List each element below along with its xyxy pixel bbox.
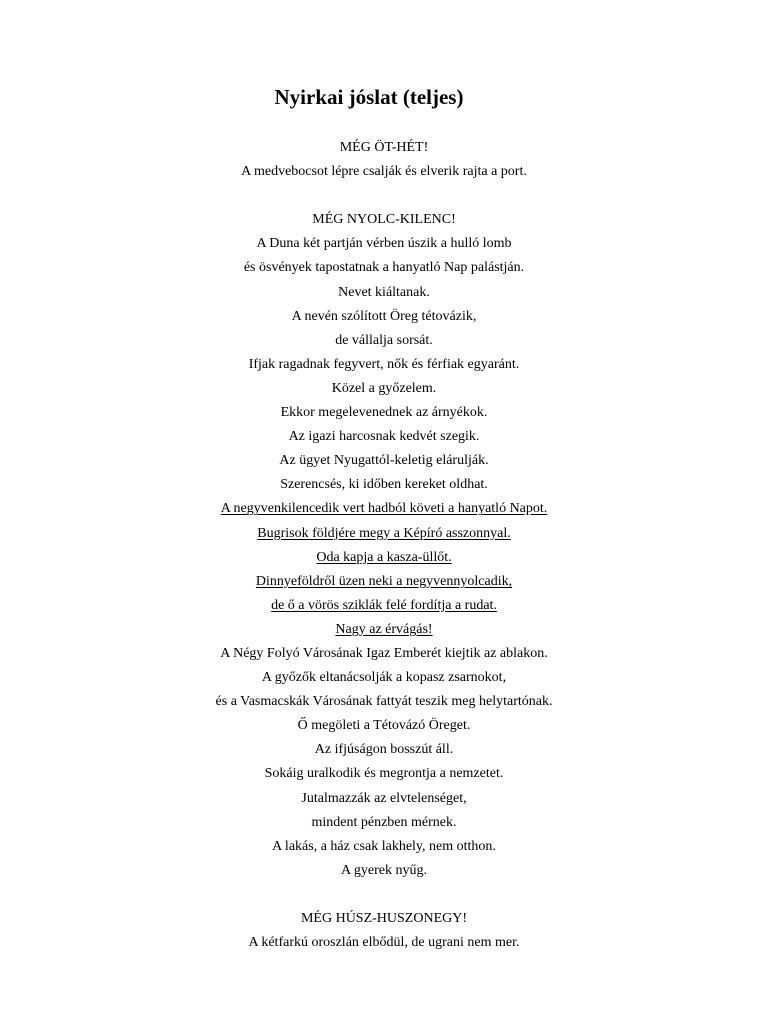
poem-line-text: Az igazi harcosnak kedvét szegik. <box>288 429 480 445</box>
poem-line <box>0 449 768 473</box>
poem-body <box>0 136 768 955</box>
poem-line-text: Dinnyeföldről üzen neki a negyvennyolcadik, <box>255 573 513 589</box>
poem-line <box>0 256 768 280</box>
poem-line-text: Sokáig uralkodik és megrontja a nemzetet. <box>264 766 504 782</box>
poem-line <box>0 859 768 883</box>
poem-line-text: A medvebocsot lépre csalják és elverik rajta a port. <box>241 164 527 180</box>
poem-line-text: Ő megöleti a Tétovázó Öreget. <box>297 718 471 734</box>
poem-line <box>0 811 768 835</box>
poem-line <box>0 281 768 305</box>
poem-line-text: de ő a vörös sziklák felé fordítja a rudat. <box>271 597 497 613</box>
poem-line-text: és a Vasmacskák Városának fattyát teszik meg helytartónak. <box>215 694 553 710</box>
poem-line-text: MÉG ÖT-HÉT! <box>339 140 429 155</box>
poem-line <box>0 329 768 353</box>
poem-line <box>0 546 768 570</box>
poem-line <box>0 497 768 521</box>
poem-line <box>0 835 768 859</box>
poem-line <box>0 931 768 955</box>
document-title: Nyirkai jóslat (teljes) <box>274 85 464 109</box>
poem-line <box>0 473 768 497</box>
stanza-break <box>0 184 768 208</box>
poem-line <box>0 232 768 256</box>
poem-line-text: A győzők eltanácsolják a kopasz zsarnokot, <box>261 670 507 686</box>
poem-line <box>0 594 768 618</box>
poem-line-text: A Duna két partján vérben úszik a hulló lomb <box>256 236 512 252</box>
poem-line <box>0 738 768 762</box>
poem-line-text: Jutalmazzák az elvtelenséget, <box>301 790 467 806</box>
poem-line <box>0 208 768 232</box>
poem-line <box>0 762 768 786</box>
poem-line <box>0 425 768 449</box>
stanza-break <box>0 883 768 907</box>
poem-line-text: Szerencsés, ki időben kereket oldhat. <box>280 477 488 493</box>
poem-line-text: és ösvények tapostatnak a hanyatló Nap palástján. <box>243 260 525 276</box>
poem-line <box>0 353 768 377</box>
poem-line-text: A nevén szólított Öreg tétovázik, <box>291 308 477 324</box>
poem-line <box>0 907 768 931</box>
poem-line-text: Az ügyet Nyugattól-keletig elárulják. <box>279 453 489 469</box>
poem-line-text: Oda kapja a kasza-üllőt. <box>316 549 452 565</box>
poem-line-text: Bugrisok földjére megy a Képíró asszonnyal. <box>257 525 511 541</box>
poem-line <box>0 618 768 642</box>
poem-line-text: MÉG HÚSZ-HUSZONEGY! <box>300 911 468 926</box>
poem-line <box>0 522 768 546</box>
poem-line-text: A kétfarkú oroszlán elbődül, de ugrani nem mer. <box>248 935 520 951</box>
poem-line-text: Ifjak ragadnak fegyvert, nők és férfiak egyaránt. <box>248 356 520 372</box>
poem-line-text: A lakás, a ház csak lakhely, nem otthon. <box>272 838 496 854</box>
poem-line <box>0 787 768 811</box>
poem-line-text: MÉG NYOLC-KILENC! <box>312 212 456 228</box>
poem-line <box>0 714 768 738</box>
poem-line-text: mindent pénzben mérnek. <box>311 814 457 830</box>
poem-line <box>0 570 768 594</box>
poem-line-text: A Négy Folyó Városának Igaz Emberét kiejtik az ablakon. <box>220 645 548 661</box>
poem-line-text: Az ifjúságon bosszút áll. <box>314 742 454 758</box>
poem-line <box>0 377 768 401</box>
poem-line <box>0 160 768 184</box>
poem-line-text: de vállalja sorsát. <box>335 332 433 348</box>
poem-line <box>0 642 768 666</box>
poem-line-text: A negyvenkilencedik vert hadból követi a hanyatló Napot. <box>220 501 548 517</box>
poem-line <box>0 305 768 329</box>
poem-line <box>0 136 768 160</box>
poem-line <box>0 666 768 690</box>
poem-line-text: Közel a győzelem. <box>331 380 437 396</box>
poem-line-text: Nagy az érvágás! <box>335 621 433 637</box>
poem-line <box>0 690 768 714</box>
poem-line-text: Nevet kiáltanak. <box>338 284 430 300</box>
poem-line-text: A gyerek nyűg. <box>341 862 427 878</box>
poem-line <box>0 401 768 425</box>
poem-line-text: Ekkor megelevenednek az árnyékok. <box>280 405 488 421</box>
